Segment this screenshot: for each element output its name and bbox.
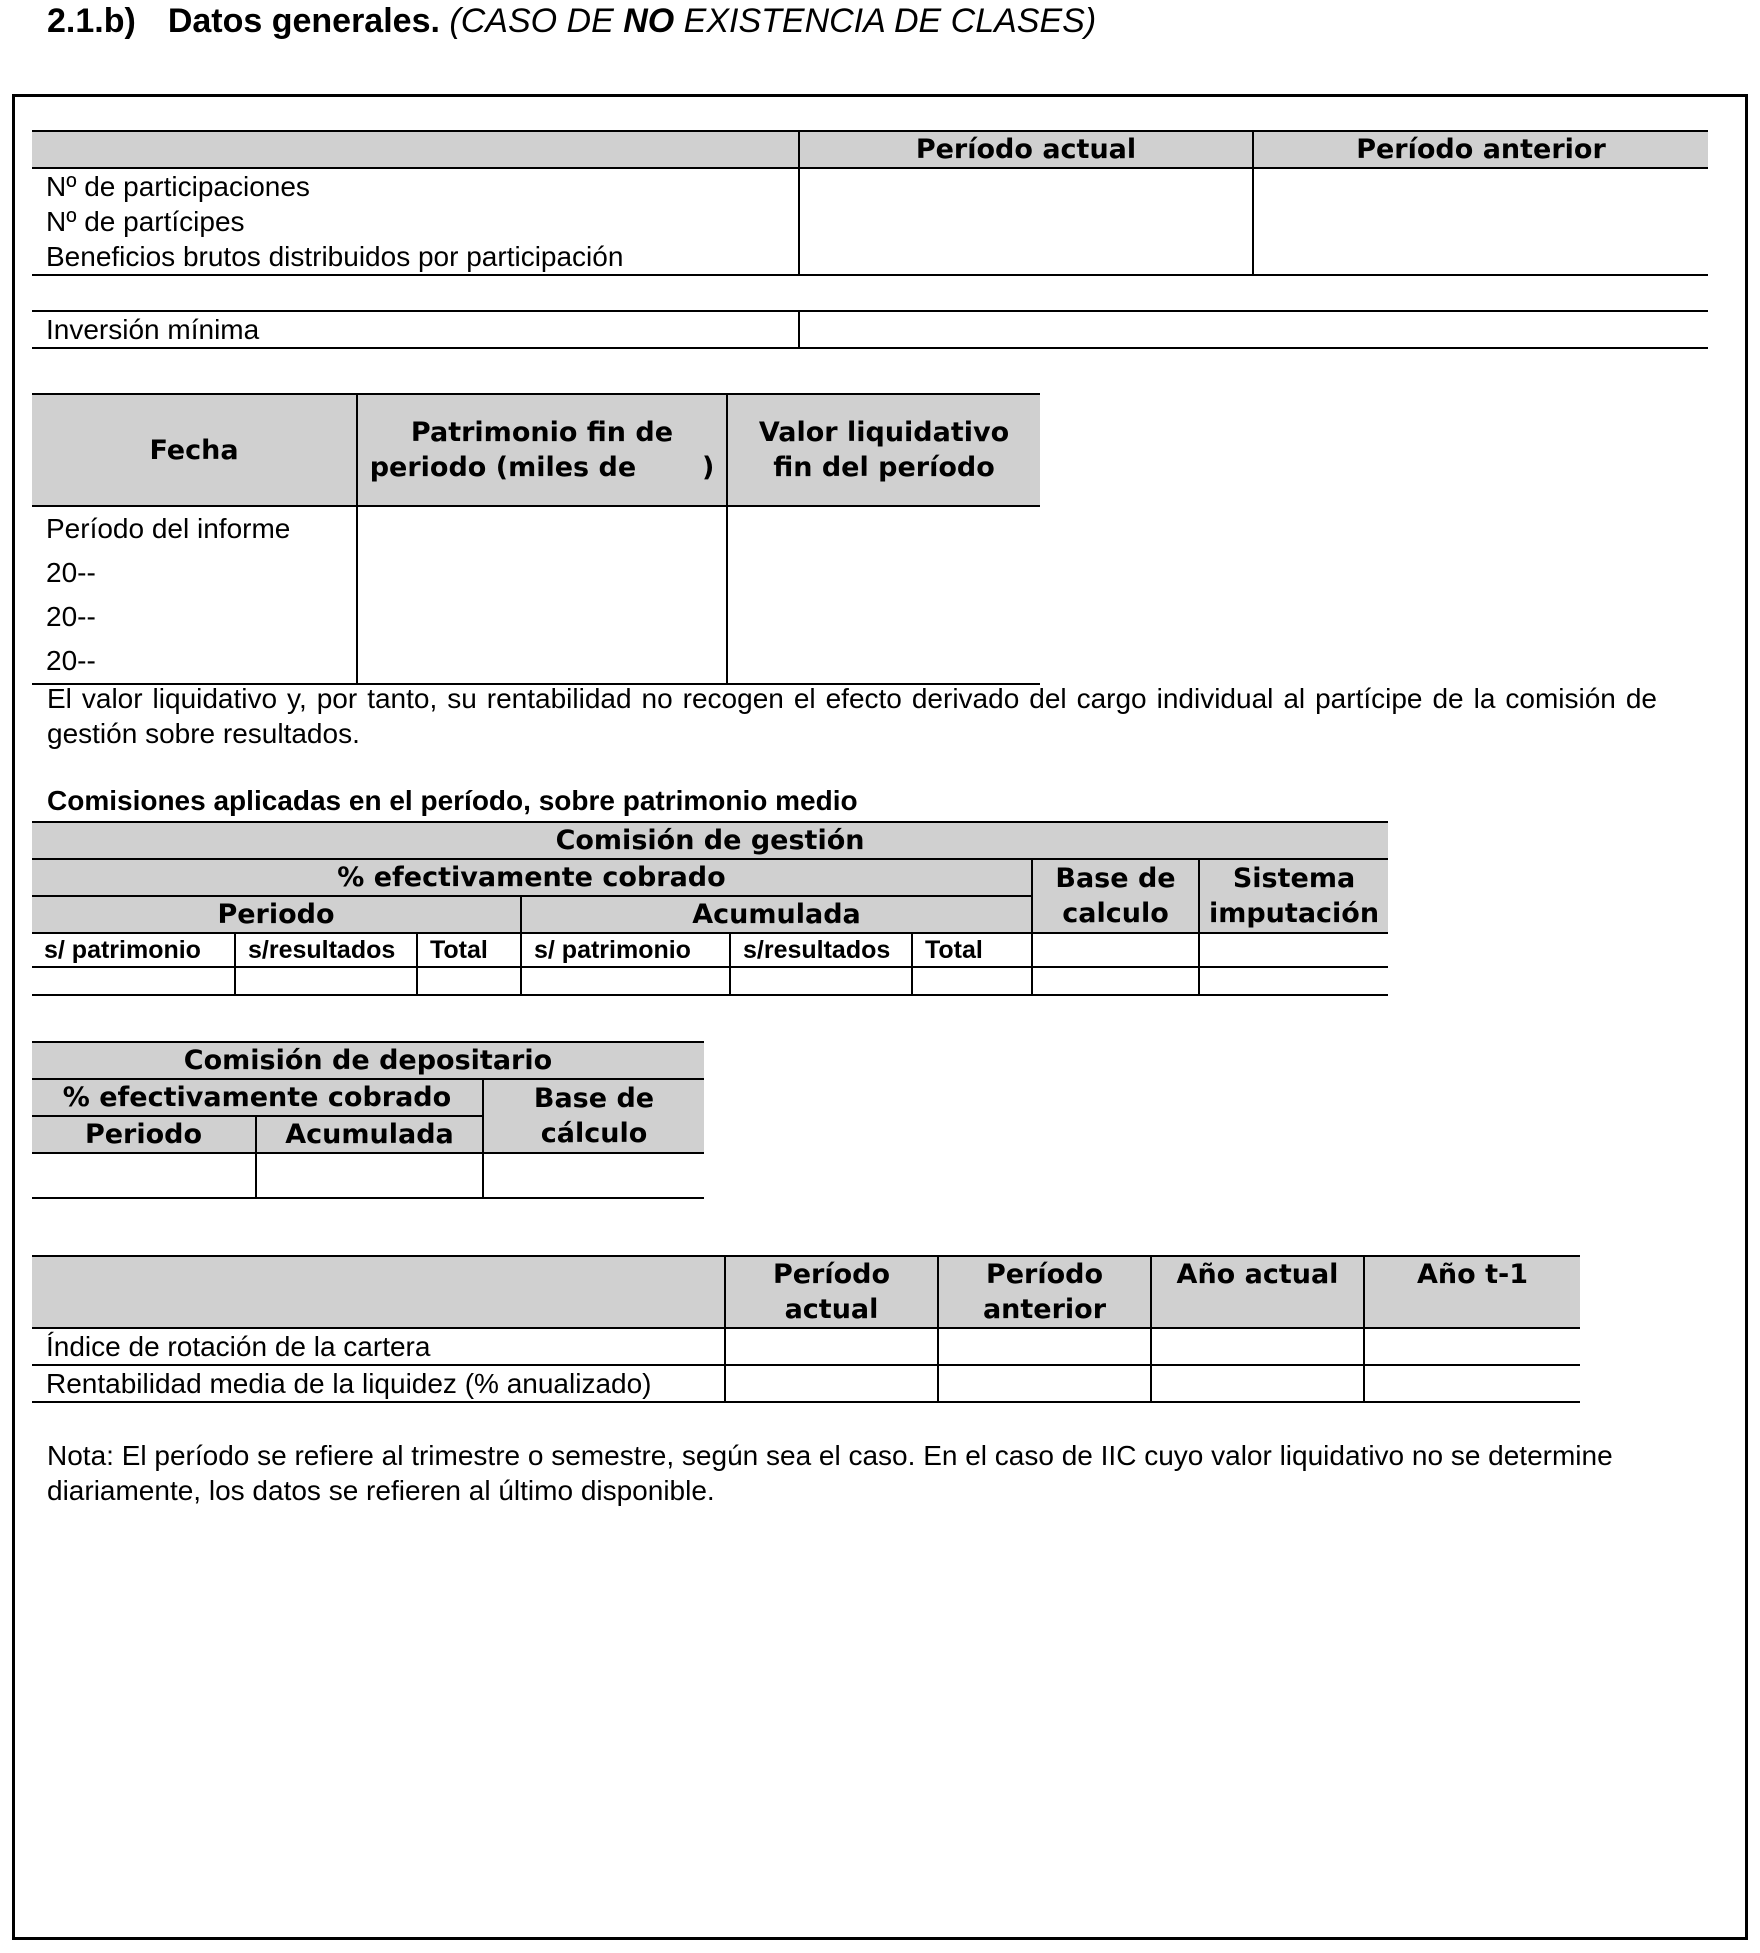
cell-mgmt-5[interactable] bbox=[730, 967, 912, 995]
cell-current-values[interactable] bbox=[799, 168, 1253, 275]
date-rows bbox=[32, 506, 357, 684]
dep-fee-charged: % efectivamente cobrado bbox=[32, 1079, 483, 1116]
management-fee-table bbox=[32, 821, 1388, 996]
net-assets-table bbox=[32, 393, 1040, 685]
section-subtitle: (CASO DE NO EXISTENCIA DE CLASES) bbox=[449, 2, 1097, 40]
cell-mgmt-6[interactable] bbox=[912, 967, 1032, 995]
dep-fee-title: Comisión de depositario bbox=[32, 1042, 704, 1079]
depositary-fee-table bbox=[32, 1041, 704, 1199]
row-year-1: 20-- bbox=[46, 557, 96, 588]
cell-mgmt-3[interactable] bbox=[417, 967, 521, 995]
col-current-period: Período actual bbox=[799, 131, 1253, 168]
cell-mgmt-system-sub[interactable] bbox=[1199, 933, 1388, 967]
mgmt-fee-base: Base de calculo bbox=[1032, 859, 1199, 933]
ratios-table bbox=[32, 1255, 1580, 1403]
ratios-col-year-prev: Año t-1 bbox=[1364, 1256, 1580, 1328]
cell-min-investment[interactable] bbox=[799, 311, 1708, 348]
dep-fee-base: Base de cálculo bbox=[483, 1079, 704, 1153]
col-nav: Valor liquidativo fin del período bbox=[727, 394, 1040, 506]
ratios-col-year: Año actual bbox=[1151, 1256, 1364, 1328]
cell-nav-values[interactable] bbox=[727, 506, 1040, 684]
sub-col-cum-assets: s/ patrimonio bbox=[521, 933, 730, 967]
ratios-col-current: Período actual bbox=[725, 1256, 938, 1328]
cell-mgmt-base-sub[interactable] bbox=[1032, 933, 1199, 967]
label-liquidity-return: Rentabilidad media de la liquidez (% anualizado) bbox=[32, 1365, 725, 1402]
cell-mgmt-1[interactable] bbox=[32, 967, 235, 995]
document-frame bbox=[12, 94, 1748, 1940]
min-investment-table bbox=[32, 310, 1708, 349]
cell-mgmt-4[interactable] bbox=[521, 967, 730, 995]
sub-col-period-total: Total bbox=[417, 933, 521, 967]
mgmt-fee-system: Sistema imputación bbox=[1199, 859, 1388, 933]
section-title: Datos generales. bbox=[167, 2, 440, 40]
label-turnover: Índice de rotación de la cartera bbox=[32, 1328, 725, 1365]
cell-turnover-4[interactable] bbox=[1364, 1328, 1580, 1365]
dep-fee-period: Periodo bbox=[32, 1116, 256, 1153]
general-row-labels bbox=[32, 168, 799, 275]
label-participants: Nº de partícipes bbox=[46, 206, 245, 237]
mgmt-fee-cumulative: Acumulada bbox=[521, 896, 1032, 933]
mgmt-fee-period: Periodo bbox=[32, 896, 521, 933]
row-report-period: Período del informe bbox=[46, 513, 291, 544]
ratios-col-previous: Período anterior bbox=[938, 1256, 1151, 1328]
fees-section-title: Comisiones aplicadas en el período, sobre patrimonio medio bbox=[47, 785, 858, 816]
section-heading bbox=[47, 2, 1096, 41]
mgmt-fee-title: Comisión de gestión bbox=[32, 822, 1388, 859]
footer-note: Nota: El período se refiere al trimestre o semestre, según sea el caso. En el caso de IIC cuyo valor liquidativo no se determine diariamente, los datos se refieren al último disponible. bbox=[47, 1440, 1613, 1506]
row-year-3: 20-- bbox=[46, 645, 96, 676]
col-date: Fecha bbox=[32, 394, 357, 506]
cell-mgmt-7[interactable] bbox=[1032, 967, 1199, 995]
cell-dep-cumulative[interactable] bbox=[256, 1153, 483, 1198]
label-gross-profit: Beneficios brutos distribuidos por participación bbox=[46, 241, 624, 272]
cell-liquidity-2[interactable] bbox=[938, 1365, 1151, 1402]
cell-mgmt-2[interactable] bbox=[235, 967, 417, 995]
cell-previous-values[interactable] bbox=[1253, 168, 1708, 275]
sub-col-period-results: s/resultados bbox=[235, 933, 417, 967]
mgmt-fee-charged: % efectivamente cobrado bbox=[32, 859, 1032, 896]
sub-col-cum-total: Total bbox=[912, 933, 1032, 967]
nav-note: El valor liquidativo y, por tanto, su rentabilidad no recogen el efecto derivado del cargo individual al partícipe de la comisión de gestión sobre resultados. bbox=[47, 683, 1657, 749]
cell-dep-period[interactable] bbox=[32, 1153, 256, 1198]
cell-mgmt-8[interactable] bbox=[1199, 967, 1388, 995]
sub-col-cum-results: s/resultados bbox=[730, 933, 912, 967]
section-number: 2.1.b) bbox=[47, 2, 136, 40]
ratios-header-blank bbox=[32, 1256, 725, 1328]
row-year-2: 20-- bbox=[46, 601, 96, 632]
cell-liquidity-1[interactable] bbox=[725, 1365, 938, 1402]
cell-turnover-2[interactable] bbox=[938, 1328, 1151, 1365]
cell-dep-base[interactable] bbox=[483, 1153, 704, 1198]
cell-liquidity-3[interactable] bbox=[1151, 1365, 1364, 1402]
col-net-assets: Patrimonio fin de periodo (miles de ) bbox=[357, 394, 727, 506]
label-participations: Nº de participaciones bbox=[46, 171, 310, 202]
general-data-table bbox=[32, 130, 1708, 276]
cell-net-assets-values[interactable] bbox=[357, 506, 727, 684]
sub-col-period-assets: s/ patrimonio bbox=[32, 933, 235, 967]
dep-fee-cumulative: Acumulada bbox=[256, 1116, 483, 1153]
cell-turnover-1[interactable] bbox=[725, 1328, 938, 1365]
cell-liquidity-4[interactable] bbox=[1364, 1365, 1580, 1402]
label-min-investment: Inversión mínima bbox=[32, 311, 799, 348]
col-previous-period: Período anterior bbox=[1253, 131, 1708, 168]
cell-turnover-3[interactable] bbox=[1151, 1328, 1364, 1365]
general-header-blank bbox=[32, 131, 799, 168]
